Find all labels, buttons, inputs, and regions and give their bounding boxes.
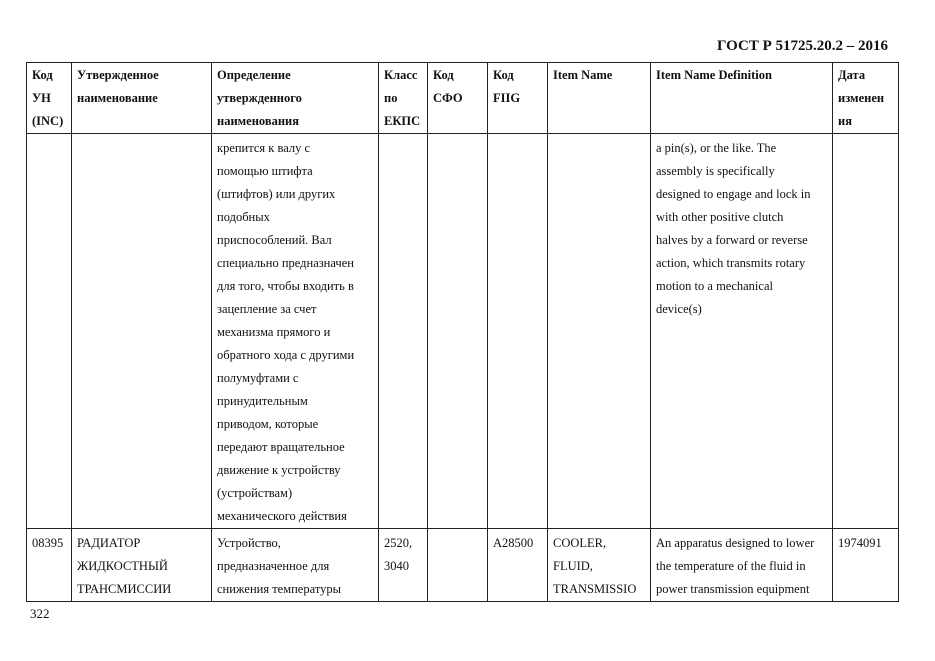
cell-fiig: A28500 (488, 529, 548, 602)
cell-sfo (428, 134, 488, 529)
cell-sfo (428, 529, 488, 602)
page-number: 322 (30, 606, 50, 621)
cell-fiig (488, 134, 548, 529)
cell-item-definition: An apparatus designed to lower the temperature of the fluid in power transmission equipment (651, 529, 833, 602)
cell-name-ru (72, 134, 212, 529)
table-row-continuation (27, 134, 899, 529)
header-approved-name: Утвержденное наименование (72, 63, 212, 134)
cell-item-name: COOLER, FLUID, TRANSMISSIO (548, 529, 651, 602)
header-inc: Код УН (INC) (27, 63, 72, 134)
cell-date (833, 134, 899, 529)
header-definition-ru: Определение утвержденного наименования (212, 63, 379, 134)
standard-designation: ГОСТ Р 51725.20.2 – 2016 (716, 38, 888, 54)
codification-table (26, 62, 899, 602)
cell-date: 1974091 (833, 529, 899, 602)
cell-item-definition: a pin(s), or the like. The assembly is specifically designed to engage and lock in with other positive clutch halves by a forward or reverse action, which transmits rotary motion to a mechanical device(s) (651, 134, 833, 529)
table-header-row (27, 63, 899, 134)
cell-definition-ru: Устройство, предназначенное для снижения температуры (212, 529, 379, 602)
cell-item-name (548, 134, 651, 529)
header-sfo-code: Код СФО (428, 63, 488, 134)
cell-inc (27, 134, 72, 529)
cell-name-ru: РАДИАТОР ЖИДКОСТНЫЙ ТРАНСМИССИИ (72, 529, 212, 602)
cell-ekps (379, 134, 428, 529)
header-ekps-class: Класс по ЕКПС (379, 63, 428, 134)
cell-inc: 08395 (27, 529, 72, 602)
cell-definition-ru: крепится к валу с помощью штифта (штифтов) или других подобных приспособлений. Вал специально предназначен для того, чтобы входить в зацепление за счет механизма прямого и обратного хода с другими полумуфтами с принудительным приводом, которые передают вращательное движение к устройству (устройствам) механического действия (212, 134, 379, 529)
header-date-changed: Дата изменен ия (833, 63, 899, 134)
header-item-name-definition: Item Name Definition (651, 63, 833, 134)
cell-ekps: 2520, 3040 (379, 529, 428, 602)
table-row (27, 529, 899, 602)
header-fiig-code: Код FIIG (488, 63, 548, 134)
header-item-name: Item Name (548, 63, 651, 134)
